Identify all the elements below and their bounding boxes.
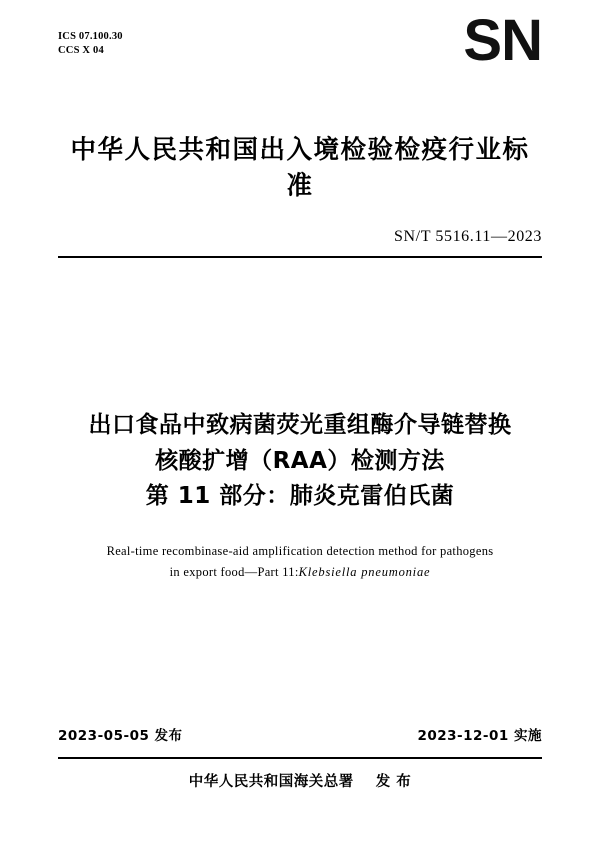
organization-title: 中华人民共和国出入境检验检疫行业标准 [70,135,530,201]
english-title-line-2-prefix: in export food—Part 11: [169,565,299,580]
issuer-action: 发 布 [375,774,412,790]
footer-divider [58,757,542,759]
ccs-code: CCS X 04 [58,45,104,57]
header-divider [58,256,542,258]
main-title-line-1: 出口食品中致病菌荧光重组酶介导链替换 [88,412,512,438]
sn-logo: SN [463,8,542,73]
english-title-line-2 [58,562,542,583]
implement-date: 2023-12-01 实施 [417,728,542,744]
header-row [58,0,542,100]
main-title [58,408,542,515]
english-title-species-name: Klebsiella pneumoniae [298,565,431,580]
standard-number: SN/T 5516.11—2023 [394,228,542,245]
issue-date: 2023-05-05 发布 [58,728,183,744]
main-title-line-2: 核酸扩增（RAA）检测方法 [155,447,445,474]
english-title-line-1: Real-time recombinase-aid amplification detection method for pathogens [106,543,494,558]
main-title-line-3: 第 11 部分：肺炎克雷伯氏菌 [145,483,455,510]
english-title [58,541,542,584]
issuer-name: 中华人民共和国海关总署 [188,774,354,790]
ics-code: ICS 07.100.30 [58,31,123,42]
date-row [58,724,542,744]
issuer-row [0,770,600,791]
